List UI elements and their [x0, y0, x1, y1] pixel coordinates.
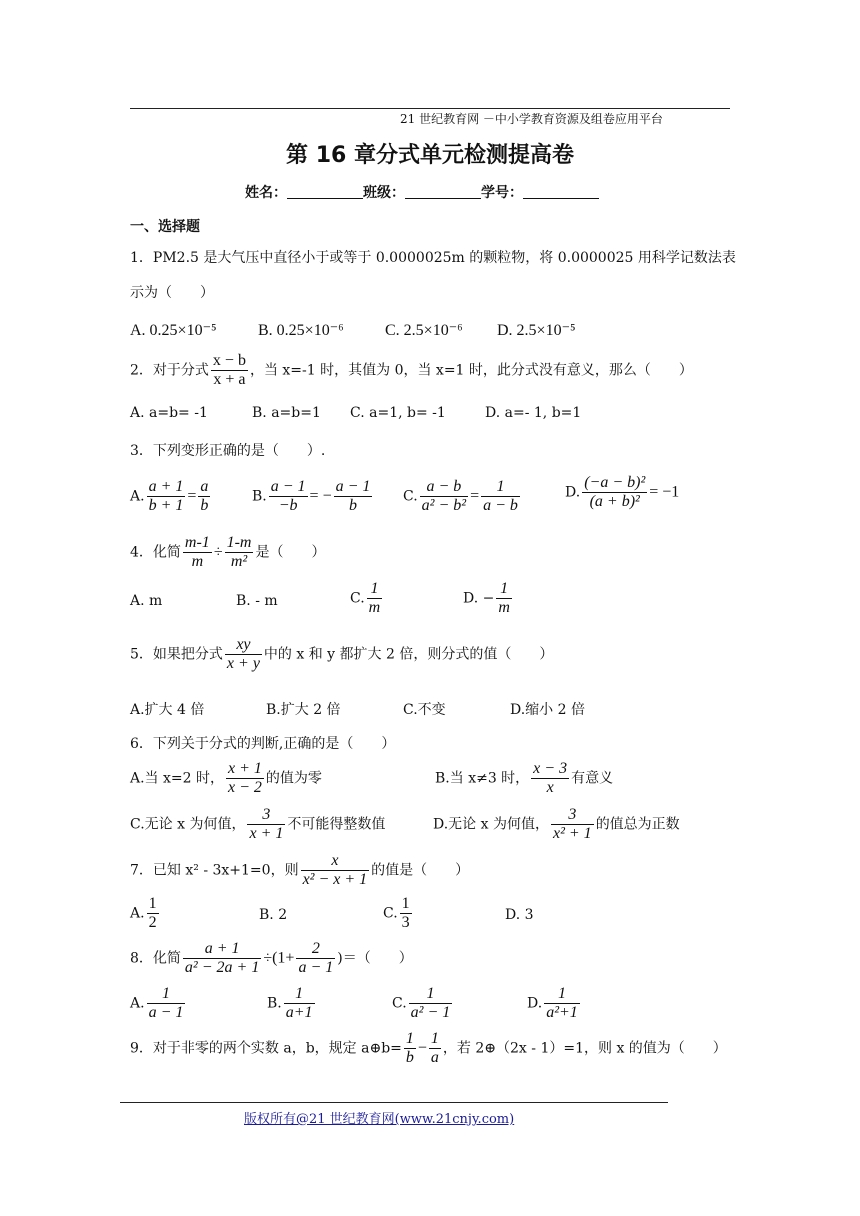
q3-b-label: B. [252, 488, 267, 505]
q3-a-den2: b [200, 497, 209, 514]
q3-d-den1: (a + b)² [589, 493, 640, 510]
q7-c-num: 1 [401, 895, 410, 912]
q3-b-num2: a − 1 [335, 478, 371, 495]
q8-post: )＝（ ） [337, 950, 413, 967]
q8-a-den: a − 1 [148, 1004, 184, 1021]
q4-post: 是（ ） [255, 544, 326, 561]
q8-b-den: a+1 [285, 1004, 313, 1021]
q4-option-b: B. - m [236, 593, 278, 609]
q1-option-c: C. 2.5×10⁻⁶ [385, 322, 463, 339]
q4-den1: m [191, 553, 204, 570]
q2-option-c: C. a=1, b= -1 [350, 405, 446, 421]
q7-den: x² − x + 1 [302, 871, 368, 888]
q8-a-num: 1 [147, 985, 186, 1004]
q8-c-label: C. [392, 995, 407, 1012]
q6-option-d [433, 806, 680, 843]
q8-num1: a + 1 [183, 940, 261, 959]
q4-den2: m² [230, 553, 248, 570]
q3-option-c: C. $\frac{a - b}{\text{a² − b²}}$ = $\frac{1}{a - b}$ [403, 478, 518, 514]
q4-option-c [350, 580, 384, 617]
q6-d-post: 的值总为正数 [595, 816, 680, 833]
q8-option-d [527, 985, 582, 1022]
q3-option-a: A. $\frac{a + 1}{b + 1}$ = $\frac{a}{b}$ [130, 478, 209, 514]
q6-b-post: 有意义 [571, 770, 614, 787]
q5-den: x + y [226, 655, 260, 672]
q3-a-label: A. [130, 488, 145, 505]
q7-c-den: 3 [401, 914, 410, 931]
q7-option-a [130, 895, 161, 932]
name-label: 姓名： [245, 185, 287, 201]
q6-b-pre: B.当 x≠3 时， [435, 770, 530, 787]
q8-pre: 8．化简 [130, 950, 181, 967]
q3-a-num2: a [200, 478, 209, 495]
page-title: 第 16 章分式单元检测提高卷 [286, 143, 574, 168]
q3-a-den1: b + 1 [148, 497, 184, 514]
q6-d-pre: D.无论 x 为何值， [433, 816, 549, 833]
q2-pre: 2．对于分式 [130, 362, 209, 379]
footer-rule [120, 1102, 668, 1103]
q7-post: 的值是（ ） [371, 862, 470, 879]
q6-b-num: x − 3 [533, 760, 568, 777]
q1-option-d: D. 2.5×10⁻⁵ [497, 322, 576, 339]
q5-stem [130, 636, 553, 673]
q7-c-label: C. [383, 905, 398, 922]
copyright-link[interactable]: 版权所有@21 世纪教育网(www.21cnjy.com) [244, 1112, 515, 1127]
q6-d-den: x² + 1 [552, 825, 592, 842]
q3-b-den2: b [348, 497, 357, 514]
id-label: 学号： [481, 185, 523, 201]
q1-text-2: 示为（ ） [130, 285, 214, 301]
q3-c-den1: a² − b² [421, 497, 467, 514]
section-heading: 一、选择题 [130, 219, 200, 235]
q8-option-c [392, 985, 454, 1022]
q6-c-num: 3 [247, 806, 285, 825]
class-label: 班级： [363, 185, 405, 201]
q6-a-num: x + 1 [228, 760, 262, 777]
q4-c-label: C. [350, 590, 365, 607]
q2-option-a: A. a=b= -1 [130, 405, 208, 421]
student-info [245, 182, 599, 202]
q5-post: 中的 x 和 y 都扩大 2 倍，则分式的值（ ） [263, 646, 554, 663]
q6-option-a [130, 760, 322, 797]
q6-text: 6．下列关于分式的判断,正确的是（ ） [130, 736, 396, 752]
q7-stem [130, 852, 469, 889]
q8-option-b [267, 985, 317, 1022]
q3-b-num1: a − 1 [270, 478, 306, 495]
q7-a-den: 2 [148, 914, 157, 931]
q8-den2: a − 1 [298, 959, 334, 976]
q7-option-c [383, 895, 414, 932]
q9-post: ，若 2⊕（2x - 1）=1，则 x 的值为（ ） [442, 1040, 727, 1057]
q9-num1: 1 [405, 1030, 414, 1047]
q1-option-b: B. 0.25×10⁻⁶ [258, 322, 344, 339]
q6-a-post: 的值为零 [265, 770, 322, 787]
q8-d-den: a²+1 [546, 1004, 578, 1021]
q5-option-d: D.缩小 2 倍 [510, 702, 585, 718]
q7-a-num: 1 [148, 895, 157, 912]
q8-stem [130, 940, 413, 977]
q1-text: 1．PM2.5 是大气压中直径小于或等于 0.0000025m 的颗粒物，将 0.0000025 用科学记数法表 [130, 250, 736, 266]
q3-option-d [565, 474, 679, 511]
q7-option-d: D. 3 [505, 907, 534, 923]
q8-num2: 2 [296, 940, 335, 959]
q4-d-label: D. − [463, 590, 495, 607]
q4-pre: 4．化简 [130, 544, 181, 561]
q6-c-post: 不可能得整数值 [287, 816, 386, 833]
q4-option-a: A. m [130, 593, 163, 609]
q9-num2: 1 [430, 1030, 439, 1047]
q2-num: x − b [212, 352, 246, 369]
q8-d-label: D. [527, 995, 543, 1012]
q3-c-den2: a − b [483, 497, 518, 514]
q4-num1: m-1 [184, 534, 210, 551]
q3-option-b: B. $\frac{a - 1}{-b}$ = − $\frac{a - 1}{b}$ [252, 478, 371, 514]
q2-option-d: D. a=- 1, b=1 [485, 405, 582, 421]
header-site: 21 世纪教育网 －中小学教育资源及组卷应用平台 [400, 112, 663, 126]
q8-b-label: B. [267, 995, 282, 1012]
q8-b-num: 1 [284, 985, 315, 1004]
id-blank[interactable] [523, 184, 599, 199]
name-blank[interactable] [287, 184, 363, 199]
q4-c-num: 1 [367, 580, 383, 599]
q6-d-num: 3 [551, 806, 594, 825]
q7-pre: 7．已知 x² - 3x+1=0，则 [130, 862, 299, 879]
q8-a-label: A. [130, 995, 145, 1012]
q6-option-b [435, 760, 613, 797]
q4-d-num: 1 [496, 580, 512, 599]
footer [244, 1108, 514, 1127]
q2-post: ，当 x=-1 时，其值为 0，当 x=1 时，此分式没有意义，那么（ ） [249, 362, 693, 379]
q3-a-num1: a + 1 [148, 478, 184, 495]
q9-pre: 9．对于非零的两个实数 a，b，规定 a⊕b= [130, 1040, 402, 1057]
class-blank[interactable] [405, 184, 481, 199]
q6-a-pre: A.当 x=2 时， [130, 770, 224, 787]
q9-den2: a [430, 1049, 439, 1066]
q7-a-label: A. [130, 905, 145, 922]
q2-option-b: B. a=b=1 [252, 405, 321, 421]
q4-c-den: m [368, 599, 381, 616]
q7-option-b: B. 2 [259, 907, 288, 923]
q5-option-a: A.扩大 4 倍 [130, 702, 205, 718]
q3-c-label: C. [403, 488, 418, 505]
q4-stem: 4．化简 $\frac{m-1}{m}$ ÷ $\frac{1-m}{\text{m²}}$ 是（ ） [130, 534, 326, 570]
q6-b-den: x [546, 779, 554, 796]
q5-pre: 5．如果把分式 [130, 646, 223, 663]
q6-c-den: x + 1 [249, 825, 284, 842]
q6-option-c [130, 806, 385, 843]
q8-mid: ÷(1+ [263, 949, 295, 967]
q6-c-pre: C.无论 x 为何值， [130, 816, 246, 833]
q2-den: x + a [213, 371, 246, 388]
q3-d-num1: (−a − b)² [584, 474, 646, 491]
q8-option-a [130, 985, 187, 1022]
q9-stem: 9．对于非零的两个实数 a，b，规定 a⊕b= $\frac{1}{b}$ − $\frac{1}{a}$ ，若 2⊕（2x - 1）=1，则 x 的值为（ ） [130, 1030, 727, 1066]
q2-fraction [211, 352, 248, 389]
q3-d-rhs: = −1 [649, 483, 680, 501]
q7-num: x [301, 852, 370, 871]
q8-den1: a² − 2a + 1 [184, 959, 260, 976]
q4-d-den: m [498, 599, 510, 616]
q8-c-den: a² − 1 [410, 1004, 451, 1021]
q8-c-num: 1 [409, 985, 453, 1004]
header-rule [130, 108, 730, 109]
q5-num: xy [225, 636, 262, 655]
q8-d-num: 1 [544, 985, 580, 1004]
q5-option-b: B.扩大 2 倍 [266, 702, 341, 718]
q3-text: 3．下列变形正确的是（ ）. [130, 443, 326, 459]
q4-num2: 1-m [226, 534, 252, 551]
q5-option-c: C.不变 [403, 702, 446, 718]
q1-option-a: A. 0.25×10⁻⁵ [130, 322, 217, 339]
q2-stem [130, 352, 693, 389]
q3-b-den1: −b [278, 497, 298, 514]
q6-a-den: x − 2 [228, 779, 262, 796]
q9-den1: b [405, 1049, 414, 1066]
q3-c-num2: 1 [481, 478, 520, 497]
q4-option-d [463, 580, 514, 617]
q3-c-num1: a − b [420, 478, 468, 497]
q3-d-label: D. [565, 484, 581, 501]
